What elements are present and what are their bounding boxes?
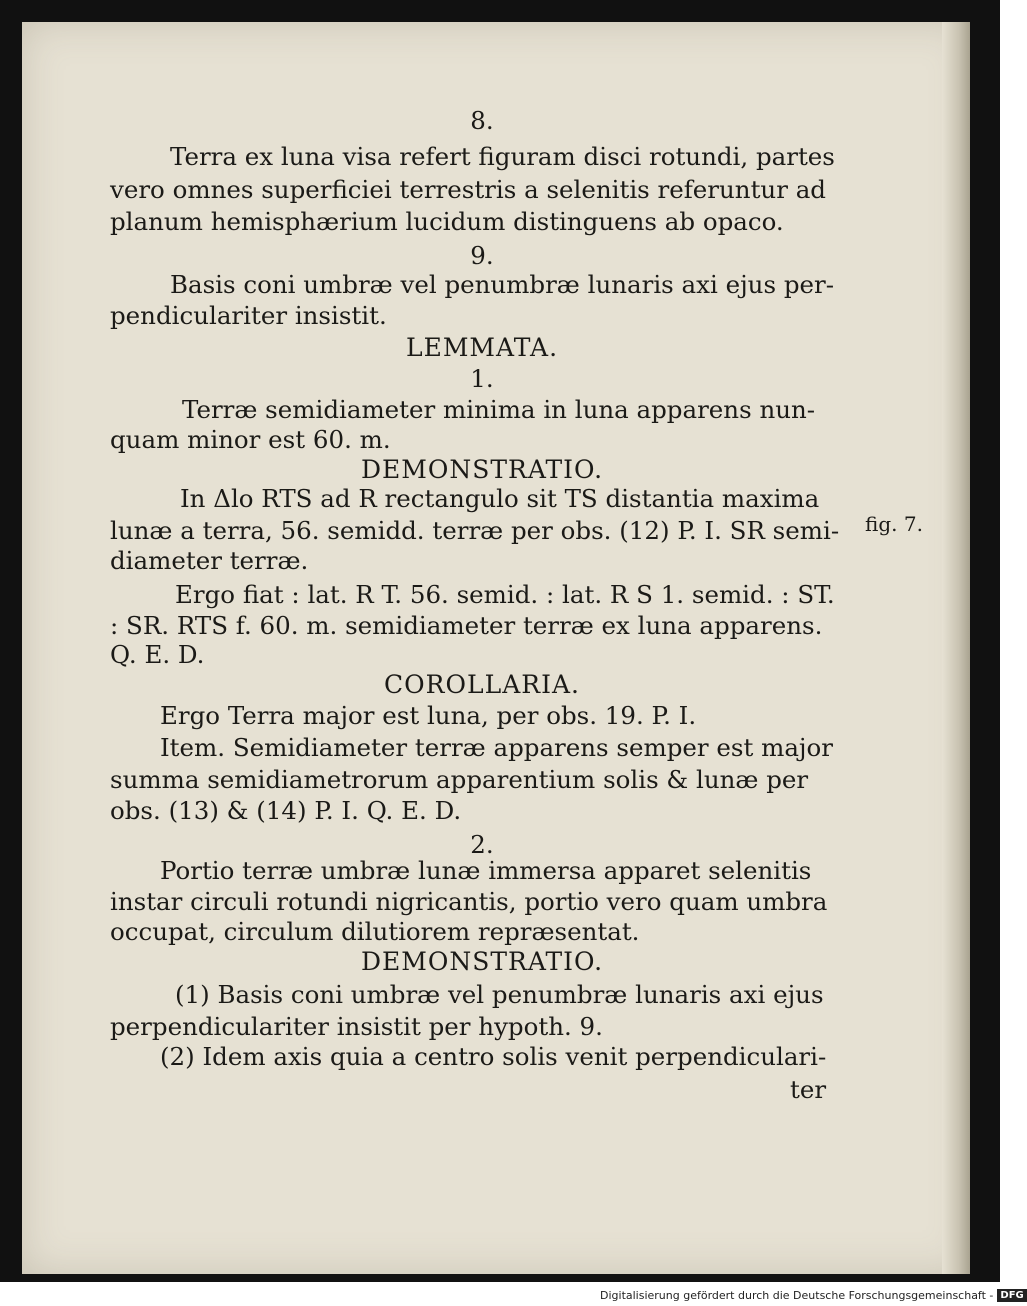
text-line: Terra ex luna visa refert figuram disci rotundi, partes — [170, 142, 835, 171]
section-number: 9. — [470, 241, 494, 270]
text-line: Basis coni umbræ vel penumbræ lunaris axi ejus per- — [170, 270, 834, 299]
text-line: (1) Basis coni umbræ vel penumbræ lunaris axi ejus — [175, 980, 824, 1009]
text-line: In Δlo RTS ad R rectangulo sit TS distantia maxima — [180, 484, 820, 513]
text-line: diameter terræ. — [110, 546, 309, 575]
section-heading: LEMMATA. — [405, 333, 559, 362]
section-number: 1. — [470, 364, 494, 393]
text-line: Ergo fiat : lat. R T. 56. semid. : lat. R S 1. semid. : ST. — [175, 580, 835, 609]
text-line: occupat, circulum dilutiorem repræsentat. — [110, 917, 640, 946]
text-line: quam minor est 60. m. — [110, 425, 391, 454]
text-line: pendiculariter insistit. — [110, 301, 387, 330]
text-line: lunæ a terra, 56. semidd. terræ per obs. (12) P. I. SR semi- — [110, 516, 840, 545]
text-line: ter — [790, 1075, 827, 1104]
section-number: 2. — [470, 830, 494, 859]
text-line: summa semidiametrorum apparentium solis & lunæ per — [110, 765, 809, 794]
margin-figure-note: fig. 7. — [865, 512, 923, 536]
text-line: Portio terræ umbræ lunæ immersa apparet selenitis — [160, 856, 812, 885]
section-heading: DEMONSTRATIO. — [360, 455, 604, 484]
text-line: Ergo Terra major est luna, per obs. 19. P. I. — [160, 701, 697, 730]
page-spine-shadow — [942, 22, 970, 1274]
page-number: 8. — [470, 106, 494, 135]
text-line: Terræ semidiameter minima in luna apparens nun- — [182, 395, 816, 424]
book-page — [22, 22, 970, 1274]
text-line: instar circuli rotundi nigricantis, portio vero quam umbra — [110, 887, 828, 916]
text-line: : SR. RTS f. 60. m. semidiameter terræ ex luna apparens. — [110, 611, 823, 640]
text-line: Item. Semidiameter terræ apparens semper est major — [160, 733, 833, 762]
section-heading: DEMONSTRATIO. — [360, 947, 604, 976]
text-line: planum hemisphærium lucidum distinguens ab opaco. — [110, 207, 784, 236]
dfg-logo: DFG — [997, 1289, 1026, 1302]
text-line: Q. E. D. — [110, 640, 205, 669]
footer-credit — [600, 1286, 1027, 1304]
text-line: obs. (13) & (14) P. I. Q. E. D. — [110, 796, 462, 825]
text-line: perpendiculariter insistit per hypoth. 9. — [110, 1012, 603, 1041]
text-line: (2) Idem axis quia a centro solis venit perpendiculari- — [160, 1042, 827, 1071]
footer-credit-text: Digitalisierung gefördert durch die Deutsche Forschungsgemeinschaft - — [600, 1288, 994, 1302]
text-line: vero omnes superficiei terrestris a selenitis referuntur ad — [110, 175, 826, 204]
section-heading: COROLLARIA. — [384, 670, 580, 699]
